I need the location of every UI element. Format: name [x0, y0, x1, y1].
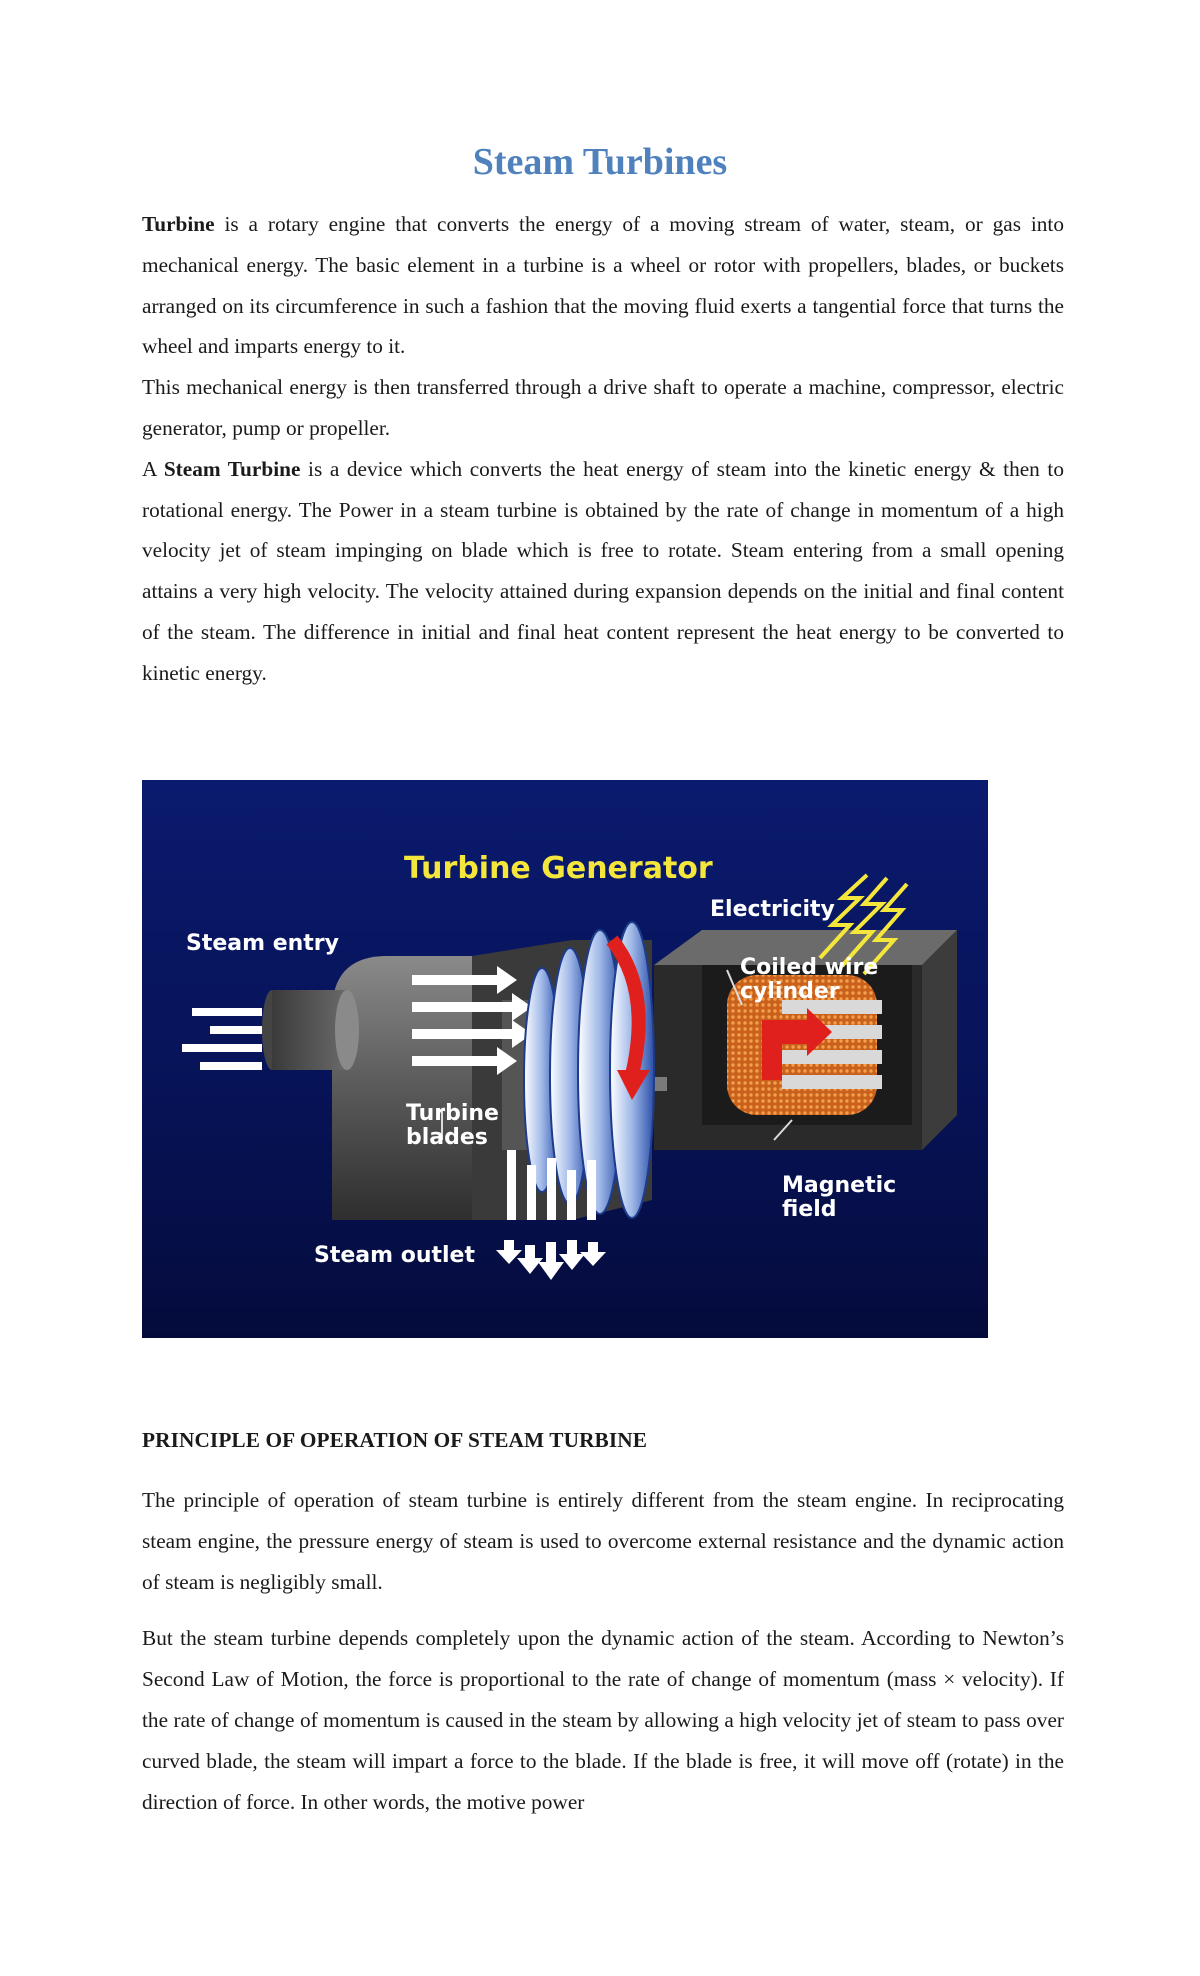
turbine-generator-figure	[142, 780, 988, 1338]
figure-title: Turbine Generator	[404, 851, 713, 886]
label-steam-entry: Steam entry	[186, 931, 340, 956]
intro-paragraph-2: This mechanical energy is then transferred through a drive shaft to operate a machine, compressor, electric generator, pump or propeller.	[142, 375, 1064, 440]
intro-paragraph-3	[142, 449, 1064, 694]
intro-paragraph-3-text: is a device which converts the heat energy of steam into the kinetic energy & then to rotational energy. The Power in a steam turbine is obtained by the rate of change in momentum of a high velocity jet of steam impinging on blade which is free to rotate. Steam entering from a small opening attains a very high velocity. The velocity attained during expansion depends on the initial and final content of the steam. The difference in initial and final heat content represent the heat energy to be converted to kinetic energy.	[142, 456, 1065, 685]
label-turbine-blades-line2: blades	[406, 1125, 488, 1150]
label-electricity: Electricity	[710, 897, 835, 922]
principle-paragraph-2: But the steam turbine depends completely upon the dynamic action of the steam. According to Newton’s Second Law of Motion, the force is proportional to the rate of change of momentum (mass × velocity). If the rate of change of momentum is caused in the steam by allowing a high velocity jet of steam to pass over curved blade, the steam will impart a force to the blade. If the blade is free, it will move off (rotate) in the direction of force. In other words, the motive power	[142, 1626, 1064, 1814]
intro-paragraph-1-text: is a rotary engine that converts the energy of a moving stream of water, steam, or gas into mechanical energy. The basic element in a turbine is a wheel or rotor with propellers, blades, or buckets arranged on its circumference in such a fashion that the moving fluid exerts a tangential force that turns the wheel and imparts energy to it.	[142, 212, 1064, 359]
intro-paragraph-3-prefix: A	[142, 456, 164, 481]
label-coiled-wire: Coiled wire	[740, 955, 879, 980]
steam-outlet-arrows	[496, 1240, 606, 1280]
principle-paragraph-1: The principle of operation of steam turbine is entirely different from the steam engine. In reciprocating steam engine, the pressure energy of steam is used to overcome external resistance and the dynamic action of steam is negligibly small.	[142, 1488, 1064, 1594]
intro-section	[142, 204, 1064, 694]
label-coiled-wire-line2: cylinder	[740, 979, 840, 1004]
term-turbine: Turbine	[142, 212, 215, 236]
page-title: Steam Turbines	[472, 141, 728, 183]
label-steam-outlet: Steam outlet	[314, 1243, 475, 1268]
term-steam-turbine: Steam Turbine	[163, 456, 301, 481]
label-magnetic-field: Magnetic	[782, 1173, 897, 1198]
label-turbine-blades: Turbine	[406, 1101, 499, 1126]
turbine-generator-diagram	[142, 780, 988, 1338]
label-magnetic-field-line2: field	[782, 1197, 837, 1222]
section-heading: PRINCIPLE OF OPERATION OF STEAM TURBINE	[142, 1428, 648, 1452]
intro-paragraph-1	[142, 204, 1064, 367]
principle-section	[142, 1480, 1064, 1822]
